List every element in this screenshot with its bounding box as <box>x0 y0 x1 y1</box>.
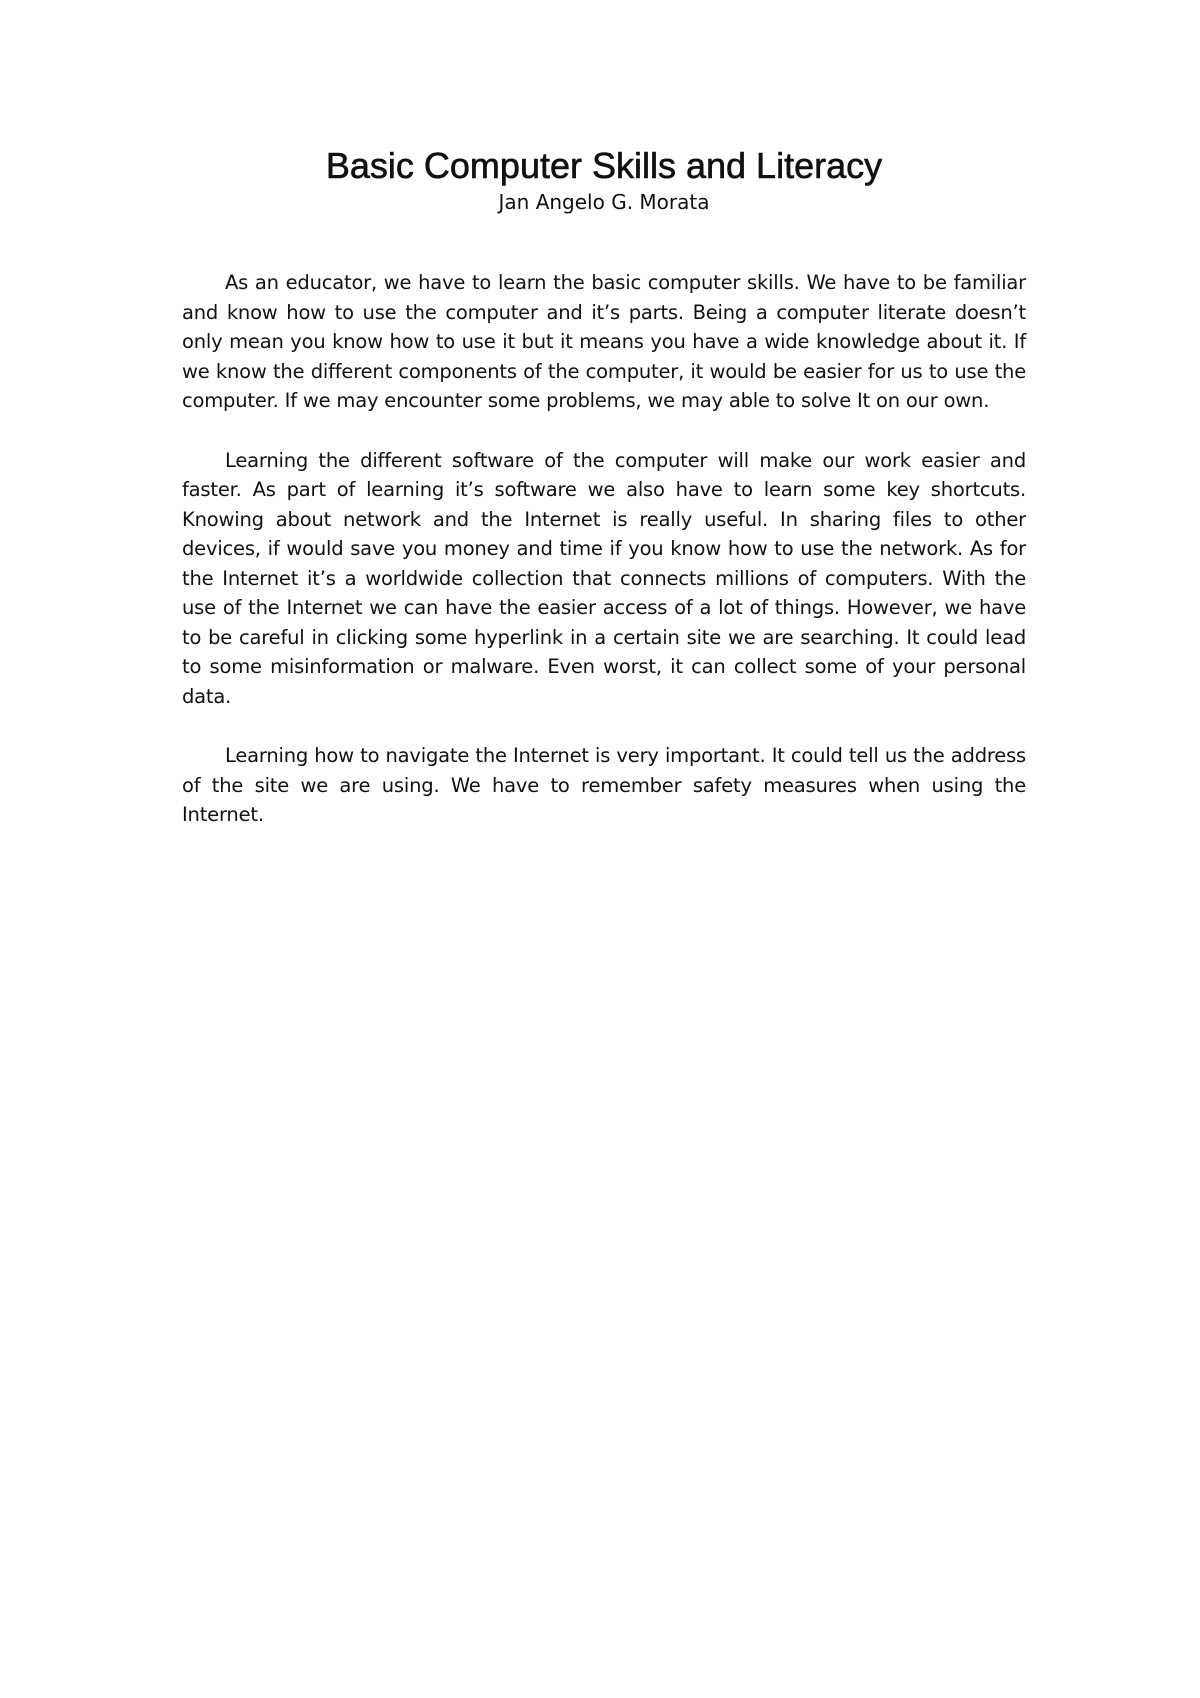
document-body <box>182 268 1026 830</box>
paragraph-2: Learning the different software of the computer will make our work easier and faster. As part of learning it’s software we also have to learn some key shortcuts. Knowing about network and the Internet is really useful. In sharing files to other devices, if would save you money and time if you know how to use the network. As for the Internet it’s a worldwide collection that connects millions of computers. With the use of the Internet we can have the easier access of a lot of things. However, we have to be careful in clicking some hyperlink in a certain site we are searching. It could lead to some misinformation or malware. Even worst, it can collect some of your personal data. <box>182 448 1026 708</box>
document-content <box>182 144 1026 860</box>
document-author: Jan Angelo G. Morata <box>498 190 710 214</box>
paragraph-1: As an educator, we have to learn the basic computer skills. We have to be familiar and know how to use the computer and it’s parts. Being a computer literate doesn’t only mean you know how to use it but it means you have a wide knowledge about it. If we know the different components of the computer, it would be easier for us to use the computer. If we may encounter some problems, we may able to solve It on our own. <box>182 271 1026 412</box>
paragraph-3: Learning how to navigate the Internet is very important. It could tell us the address of the site we are using. We have to remember safety measures when using the Internet. <box>182 744 1026 826</box>
document-title: Basic Computer Skills and Literacy <box>325 145 883 186</box>
